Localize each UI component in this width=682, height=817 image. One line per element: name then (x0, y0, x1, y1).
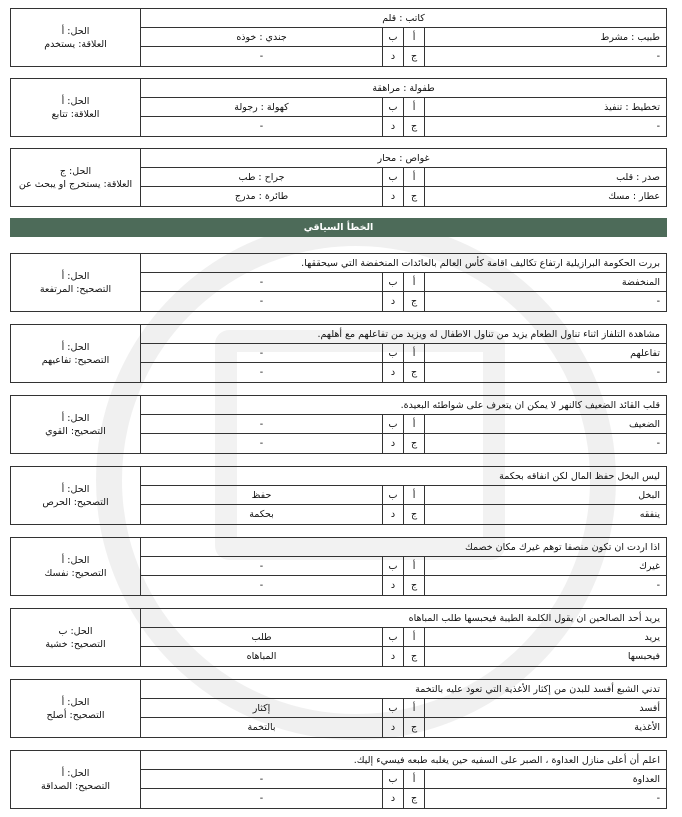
question-text: ليس البخل حفظ المال لكن انفاقه بحكمة (141, 467, 666, 486)
question-block (10, 148, 667, 207)
question-table (141, 680, 666, 737)
answer-panel (11, 254, 141, 311)
option-b-text[interactable]: - (141, 273, 383, 291)
relation-note: التصحيح: الصداقة (40, 780, 111, 792)
solution-label: الحل: أ (61, 412, 90, 424)
option-a-text[interactable]: تخطيط : تنفيذ (604, 101, 660, 113)
answer-panel (11, 396, 141, 453)
option-d-letter: د (383, 576, 404, 595)
option-a-letter: أ (404, 273, 425, 291)
question-block (10, 608, 667, 667)
question-table (141, 751, 666, 808)
options-row (141, 168, 666, 187)
option-b-text[interactable]: - (141, 344, 383, 362)
question-block (10, 324, 667, 383)
answer-panel (11, 751, 141, 808)
option-a-letter: أ (404, 415, 425, 433)
option-c-letter: ج (404, 47, 425, 66)
option-c-letter: ج (404, 434, 425, 453)
options-row (141, 770, 666, 789)
option-a-text[interactable]: صدر : قلب (616, 171, 660, 183)
option-a-text[interactable]: العداوة (632, 773, 660, 785)
answer-panel (11, 149, 141, 206)
options-row (141, 344, 666, 363)
option-c-letter: ج (404, 576, 425, 595)
option-d-text[interactable]: بالتخمة (141, 718, 383, 737)
question-table (141, 79, 666, 136)
relation-note: التصحيح: المرتفعة (39, 283, 112, 295)
option-a-text[interactable]: تفاعلهم (630, 347, 660, 359)
relation-note: العلاقة: يستخرج او يبحث عن (18, 178, 133, 190)
option-d-letter: د (383, 292, 404, 311)
options-row (141, 363, 666, 382)
options-row (141, 415, 666, 434)
option-b-letter: ب (383, 344, 404, 362)
option-c-text[interactable]: - (656, 367, 660, 378)
option-b-letter: ب (383, 770, 404, 788)
section-header: الخطأ السياقي (10, 218, 667, 237)
answer-panel (11, 538, 141, 595)
option-d-text[interactable]: - (141, 47, 383, 66)
option-c-letter: ج (404, 187, 425, 206)
solution-label: الحل: أ (61, 25, 90, 37)
question-block (10, 537, 667, 596)
option-c-letter: ج (404, 363, 425, 382)
question-block (10, 466, 667, 525)
options-row (141, 434, 666, 453)
option-b-letter: ب (383, 28, 404, 46)
solution-label: الحل: أ (61, 341, 90, 353)
options-row (141, 647, 666, 666)
relation-note: التصحيح: أصلح (46, 709, 105, 721)
options-row (141, 789, 666, 808)
options-row (141, 273, 666, 292)
option-b-text[interactable]: حفظ (141, 486, 383, 504)
option-b-text[interactable]: جراح : طب (141, 168, 383, 186)
option-a-letter: أ (404, 486, 425, 504)
option-b-letter: ب (383, 628, 404, 646)
options-row (141, 47, 666, 66)
relation-note: العلاقة: يستخدم (44, 38, 107, 50)
option-d-letter: د (383, 47, 404, 66)
options-row (141, 292, 666, 311)
question-table (141, 149, 666, 206)
question-text: قلب القائد الضعيف كالنهر لا يمكن ان يتعرف على شواطئه البعيدة. (141, 396, 666, 415)
option-c-letter: ج (404, 647, 425, 666)
option-d-text[interactable]: - (141, 434, 383, 453)
option-c-letter: ج (404, 718, 425, 737)
solution-label: الحل: أ (61, 270, 90, 282)
option-c-text[interactable]: - (656, 51, 660, 62)
option-b-letter: ب (383, 415, 404, 433)
options-row (141, 557, 666, 576)
option-b-letter: ب (383, 486, 404, 504)
option-d-text[interactable]: طائرة : مدرج (141, 187, 383, 206)
relation-note: العلاقة: تتابع (51, 108, 100, 120)
option-a-letter: أ (404, 699, 425, 717)
option-c-text[interactable]: - (656, 793, 660, 804)
solution-label: الحل: أ (61, 483, 90, 495)
question-table (141, 467, 666, 524)
question-table (141, 396, 666, 453)
option-a-text[interactable]: يريد (644, 631, 660, 643)
question-text: اذا اردت ان تكون منصفا توهم غيرك مكان خصمك (141, 538, 666, 557)
option-a-text[interactable]: غيرك (639, 560, 660, 572)
option-d-text[interactable]: بحكمة (141, 505, 383, 524)
option-c-text[interactable]: - (656, 296, 660, 307)
answer-panel (11, 467, 141, 524)
option-a-letter: أ (404, 770, 425, 788)
question-block (10, 253, 667, 312)
option-c-text[interactable]: الأغذية (634, 722, 660, 733)
option-b-letter: ب (383, 557, 404, 575)
option-b-text[interactable]: إكثار (141, 699, 383, 717)
option-c-text[interactable]: عطار : مسك (608, 191, 660, 202)
option-c-text[interactable]: ينفقه (639, 509, 660, 520)
option-a-letter: أ (404, 168, 425, 186)
relation-note: التصحيح: خشية (45, 638, 106, 650)
solution-label: الحل: أ (61, 767, 90, 779)
relation-note: التصحيح: تفاعيهم (41, 354, 110, 366)
option-d-letter: د (383, 789, 404, 808)
question-table (141, 538, 666, 595)
solution-label: الحل: أ (61, 554, 90, 566)
option-a-letter: أ (404, 28, 425, 46)
options-row (141, 98, 666, 117)
option-b-letter: ب (383, 168, 404, 186)
option-b-letter: ب (383, 273, 404, 291)
option-d-letter: د (383, 718, 404, 737)
option-d-letter: د (383, 363, 404, 382)
option-b-text[interactable]: جندي : خوذه (141, 28, 383, 46)
option-d-letter: د (383, 117, 404, 136)
options-row (141, 187, 666, 206)
answer-panel (11, 79, 141, 136)
option-d-text[interactable]: - (141, 576, 383, 595)
question-text: طفولة : مراهقة (141, 79, 666, 98)
options-row (141, 718, 666, 737)
option-b-letter: ب (383, 699, 404, 717)
option-d-text[interactable]: - (141, 789, 383, 808)
option-a-letter: أ (404, 628, 425, 646)
relation-note: التصحيح: الحرص (42, 496, 109, 508)
question-table (141, 325, 666, 382)
question-text: بررت الحكومة البرازيلية ارتفاع تكاليف اقامة كأس العالم بالعائدات المنخفضة التي سيحققها. (141, 254, 666, 273)
option-b-text[interactable]: طلب (141, 628, 383, 646)
options-row (141, 505, 666, 524)
question-text: كاتب : قلم (141, 9, 666, 28)
options-row (141, 576, 666, 595)
option-a-text[interactable]: أفسد (639, 702, 660, 714)
option-a-letter: أ (404, 557, 425, 575)
solution-label: الحل: ب (58, 625, 93, 637)
option-b-text[interactable]: كهولة : رجولة (141, 98, 383, 116)
options-row (141, 117, 666, 136)
option-c-text[interactable]: فيحبسها (627, 651, 660, 662)
solution-label: الحل: أ (61, 95, 90, 107)
relation-note: التصحيح: القوي (45, 425, 106, 437)
option-b-letter: ب (383, 98, 404, 116)
question-block (10, 395, 667, 454)
option-c-letter: ج (404, 292, 425, 311)
option-d-letter: د (383, 505, 404, 524)
options-row (141, 699, 666, 718)
option-b-text[interactable]: - (141, 557, 383, 575)
option-a-text[interactable]: طبيب : مشرط (600, 31, 660, 43)
question-block (10, 679, 667, 738)
option-a-text[interactable]: البخل (638, 489, 660, 501)
question-block (10, 8, 667, 67)
question-table (141, 9, 666, 66)
option-c-text[interactable]: - (656, 121, 660, 132)
option-d-text[interactable]: - (141, 117, 383, 136)
question-block (10, 78, 667, 137)
question-text: مشاهدة التلفاز اثناء تناول الطعام يزيد من تناول الاطفال له ويزيد من تفاعلهم مع أهلهم. (141, 325, 666, 344)
answer-panel (11, 9, 141, 66)
option-d-text[interactable]: المباهاه (141, 647, 383, 666)
option-b-text[interactable]: - (141, 415, 383, 433)
question-text: غواص : محار (141, 149, 666, 168)
options-row (141, 28, 666, 47)
answer-panel (11, 325, 141, 382)
question-table (141, 254, 666, 311)
question-block (10, 750, 667, 809)
solution-label: الحل: ج (59, 165, 92, 177)
options-row (141, 486, 666, 505)
option-a-letter: أ (404, 98, 425, 116)
option-c-letter: ج (404, 117, 425, 136)
option-a-letter: أ (404, 344, 425, 362)
option-a-text[interactable]: المنخفضة (621, 276, 660, 288)
solution-label: الحل: أ (61, 696, 90, 708)
option-a-text[interactable]: الضعيف (628, 418, 660, 430)
options-row (141, 628, 666, 647)
option-d-letter: د (383, 434, 404, 453)
answer-panel (11, 609, 141, 666)
option-c-letter: ج (404, 789, 425, 808)
relation-note: التصحيح: نفسك (44, 567, 107, 579)
option-b-text[interactable]: - (141, 770, 383, 788)
answer-panel (11, 680, 141, 737)
option-c-text[interactable]: - (656, 580, 660, 591)
question-text: يريد أحد الصالحين ان يقول الكلمة الطيبة فيحبسها طلب المباهاه (141, 609, 666, 628)
option-c-letter: ج (404, 505, 425, 524)
option-c-text[interactable]: - (656, 438, 660, 449)
option-d-letter: د (383, 187, 404, 206)
option-d-letter: د (383, 647, 404, 666)
question-text: تدني الشبع أفسد للبدن من إكثار الأغذية التي تعود عليه بالتخمة (141, 680, 666, 699)
option-d-text[interactable]: - (141, 292, 383, 311)
question-text: اعلم أن أعلى منازل العداوة ، الصبر على السفيه حين يغلبه طبعه فيسيء إليك. (141, 751, 666, 770)
option-d-text[interactable]: - (141, 363, 383, 382)
question-table (141, 609, 666, 666)
